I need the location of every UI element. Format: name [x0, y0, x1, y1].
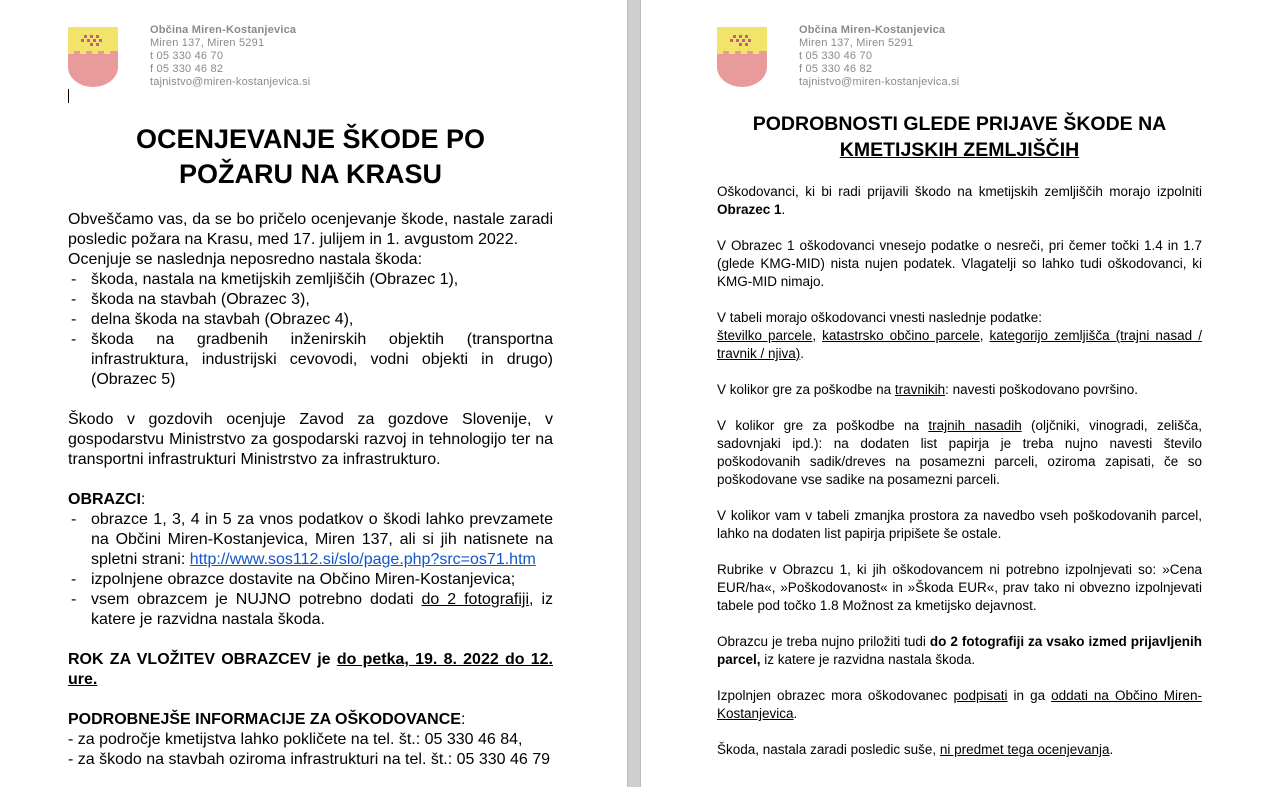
- municipality-crest-icon: [717, 27, 767, 87]
- list-item: - izpolnjene obrazce dostavite na Občino Miren-Kostanjevica;: [68, 570, 553, 590]
- letterhead-fax: f 05 330 46 82: [150, 63, 224, 75]
- deadline-date: do petka, 19. 8. 2022 do 12. ure.: [68, 651, 553, 688]
- list-item: [68, 590, 553, 630]
- forms-link[interactable]: http://www.sos112.si/slo/page.php?src=os71.htm: [189, 551, 536, 568]
- letterhead-tel: t 05 330 46 70: [150, 50, 224, 62]
- p10-text: Škoda, nastala zaradi posledic suše,: [717, 742, 940, 757]
- p4-text-end: : navesti poškodovano površino.: [945, 382, 1139, 397]
- p10-underline: ni predmet tega ocenjevanja: [939, 742, 1110, 757]
- info-heading-colon: :: [460, 711, 466, 728]
- p8-text: Obrazcu je treba nujno priložiti tudi: [717, 634, 930, 649]
- intro-paragraph-2: Ocenjuje se naslednja neposredno nastala škoda:: [68, 251, 423, 268]
- paragraph-7: Rubrike v Obrazcu 1, ki jih oškodovancem ni potrebno izpolnjevati so: »Cena EUR/ha«, »Poškodovanost« in »Škoda EUR«, prav tako ni obvezno izpolnjevati tabele pod točko 1.8 Možnost za kmetijsko dejavnost.: [717, 562, 1202, 613]
- paragraph-6: V kolikor vam v tabeli zmanjka prostora za navedbo vseh poškodovanih parcel, lahko na dodaten list papirja pripišete še ostale.: [717, 508, 1202, 541]
- info-heading-text: PODROBNEJŠE INFORMACIJE ZA OŠKODOVANCE: [68, 711, 461, 728]
- p3-sep: ,: [979, 328, 990, 343]
- document-page-left: [0, 0, 627, 787]
- p9-end: .: [793, 706, 798, 721]
- municipality-crest-icon: [68, 27, 118, 87]
- p8-text-end: iz katere je razvidna nastala škoda.: [760, 652, 976, 667]
- p4-text: V kolikor gre za poškodbe na: [717, 382, 895, 397]
- letterhead-address: Miren 137, Miren 5291: [799, 37, 914, 49]
- list-item: [68, 510, 553, 570]
- intro-paragraph: Obveščamo vas, da se bo pričelo ocenjevanje škode, nastale zaradi posledic požara na Krasu, med 17. julijem in 1. avgustom 2022.: [68, 211, 553, 248]
- paragraph-9: [717, 687, 1202, 723]
- form-item-text: , iz katere je razvidna nastala škoda.: [91, 591, 553, 628]
- paragraph-5: [717, 417, 1202, 489]
- p3-category: kategorijo zemljišča (trajni nasad / travnik / njiva): [717, 328, 1202, 361]
- p1-bold: Obrazec 1: [717, 202, 782, 217]
- list-item: - delna škoda na stavbah (Obrazec 4),: [68, 310, 553, 330]
- p9-sign: podpisati: [953, 688, 1008, 703]
- paragraph-1: [717, 183, 1202, 219]
- paragraph-8: [717, 633, 1202, 669]
- forms-list: [68, 510, 553, 630]
- p9-text: Izpolnjen obrazec mora oškodovanec: [717, 688, 954, 703]
- letterhead: [150, 24, 310, 89]
- paragraph-2: V Obrazec 1 oškodovanci vnesejo podatke o nesreči, pri čemer točki 1.4 in 1.7 (glede KMG-MID) nista nujen podatek. Vlagatelji so lahko tudi oškodovanci, ki KMG-MID nimajo.: [717, 238, 1202, 289]
- form-item-text: vsem obrazcem je NUJNO potrebno dodati: [91, 591, 422, 608]
- p9-text-mid: in ga: [1007, 688, 1052, 703]
- page-gutter: [627, 0, 641, 787]
- forms-heading-colon: :: [140, 491, 146, 508]
- deadline-paragraph: [68, 650, 553, 690]
- list-item: - škoda, nastala na kmetijskih zemljiščih (Obrazec 1),: [68, 270, 553, 290]
- info-heading: [68, 710, 553, 730]
- p3-sep: ,: [812, 328, 823, 343]
- forms-heading: [68, 490, 553, 510]
- p5-underline: trajnih nasadih: [928, 418, 1022, 433]
- document-page-right: [641, 0, 1262, 787]
- info-line-1: - za področje kmetijstva lahko pokličete na tel. št.: 05 330 46 84,: [68, 731, 523, 748]
- title-line-2: KMETIJSKIH ZEMLJIŠČIH: [839, 139, 1080, 161]
- letterhead: [799, 24, 959, 89]
- photos-underline: do 2 fotografiji: [421, 591, 530, 608]
- p1-text: Oškodovanci, ki bi radi prijavili škodo na kmetijskih zemljiščih morajo izpolniti: [717, 184, 1202, 199]
- p9-submit: oddati na Občino Miren-Kostanjevica: [717, 688, 1202, 721]
- letterhead-tel: t 05 330 46 70: [799, 50, 873, 62]
- letterhead-email: tajnistvo@miren-kostanjevica.si: [799, 76, 960, 88]
- forests-paragraph: Škodo v gozdovih ocenjuje Zavod za gozdove Slovenije, v gospodarstvu Ministrstvo za gospodarski razvoj in tehnologijo ter na transportni infrastrukturi Ministrstvo za infrastrukturo.: [68, 411, 553, 468]
- section-title: [717, 111, 1202, 163]
- p4-underline: travnikih: [894, 382, 946, 397]
- p8-bold: do 2 fotografiji za vsako izmed prijavljenih parcel,: [717, 634, 1202, 667]
- title-line-1: OCENJEVANJE ŠKODE PO: [135, 124, 486, 154]
- damage-list: [68, 270, 553, 390]
- letterhead-org: Občina Miren-Kostanjevica: [799, 24, 946, 36]
- page-title: [68, 122, 553, 192]
- paragraph-3: [717, 309, 1202, 363]
- list-item: - škoda na stavbah (Obrazec 3),: [68, 290, 553, 310]
- p3-text: V tabeli morajo oškodovanci vnesti naslednje podatke:: [717, 310, 1042, 325]
- p5-text: V kolikor gre za poškodbe na: [717, 418, 929, 433]
- form-item-text: obrazce 1, 3, 4 in 5 za vnos podatkov o škodi lahko prevzamete na Občini Miren-Kostanjevica, Miren 137, ali si jih natisnete na spletni strani:: [91, 511, 553, 568]
- letterhead-email: tajnistvo@miren-kostanjevica.si: [150, 76, 311, 88]
- left-body: [68, 210, 553, 770]
- p5-text-end: (oljčniki, vinogradi, zelišča, sadovnjaki ipd.): na dodaten list papirja je treba nujno navesti število poškodovanih sadik/dreves na posamezni parceli, oziroma zapisati, če so poškodovane vse sadike na posamezni parceli.: [717, 418, 1203, 487]
- p1-end: .: [781, 202, 786, 217]
- p3-parcel-number: številko parcele: [717, 328, 813, 343]
- p10-end: .: [1109, 742, 1114, 757]
- letterhead-fax: f 05 330 46 82: [799, 63, 873, 75]
- text-cursor: [68, 89, 69, 103]
- paragraph-10: [717, 741, 1202, 759]
- list-item: - škoda na gradbenih inženirskih objektih (transportna infrastruktura, industrijski cevovodi, vodni objekti in drugo) (Obrazec 5): [68, 330, 553, 390]
- title-line-1: PODROBNOSTI GLEDE PRIJAVE ŠKODE NA: [752, 113, 1167, 135]
- info-line-2: - za škodo na stavbah oziroma infrastrukturi na tel. št.: 05 330 46 79: [68, 751, 551, 768]
- letterhead-address: Miren 137, Miren 5291: [150, 37, 265, 49]
- p3-cadastral: katastrsko občino parcele: [822, 328, 980, 343]
- paragraph-4: [717, 381, 1202, 399]
- deadline-label: ROK ZA VLOŽITEV OBRAZCEV je: [68, 651, 337, 668]
- right-body: [717, 183, 1202, 777]
- forms-heading-text: OBRAZCI: [68, 491, 141, 508]
- letterhead-org: Občina Miren-Kostanjevica: [150, 24, 297, 36]
- p3-end: .: [800, 346, 805, 361]
- title-line-2: POŽARU NA KRASU: [179, 159, 442, 189]
